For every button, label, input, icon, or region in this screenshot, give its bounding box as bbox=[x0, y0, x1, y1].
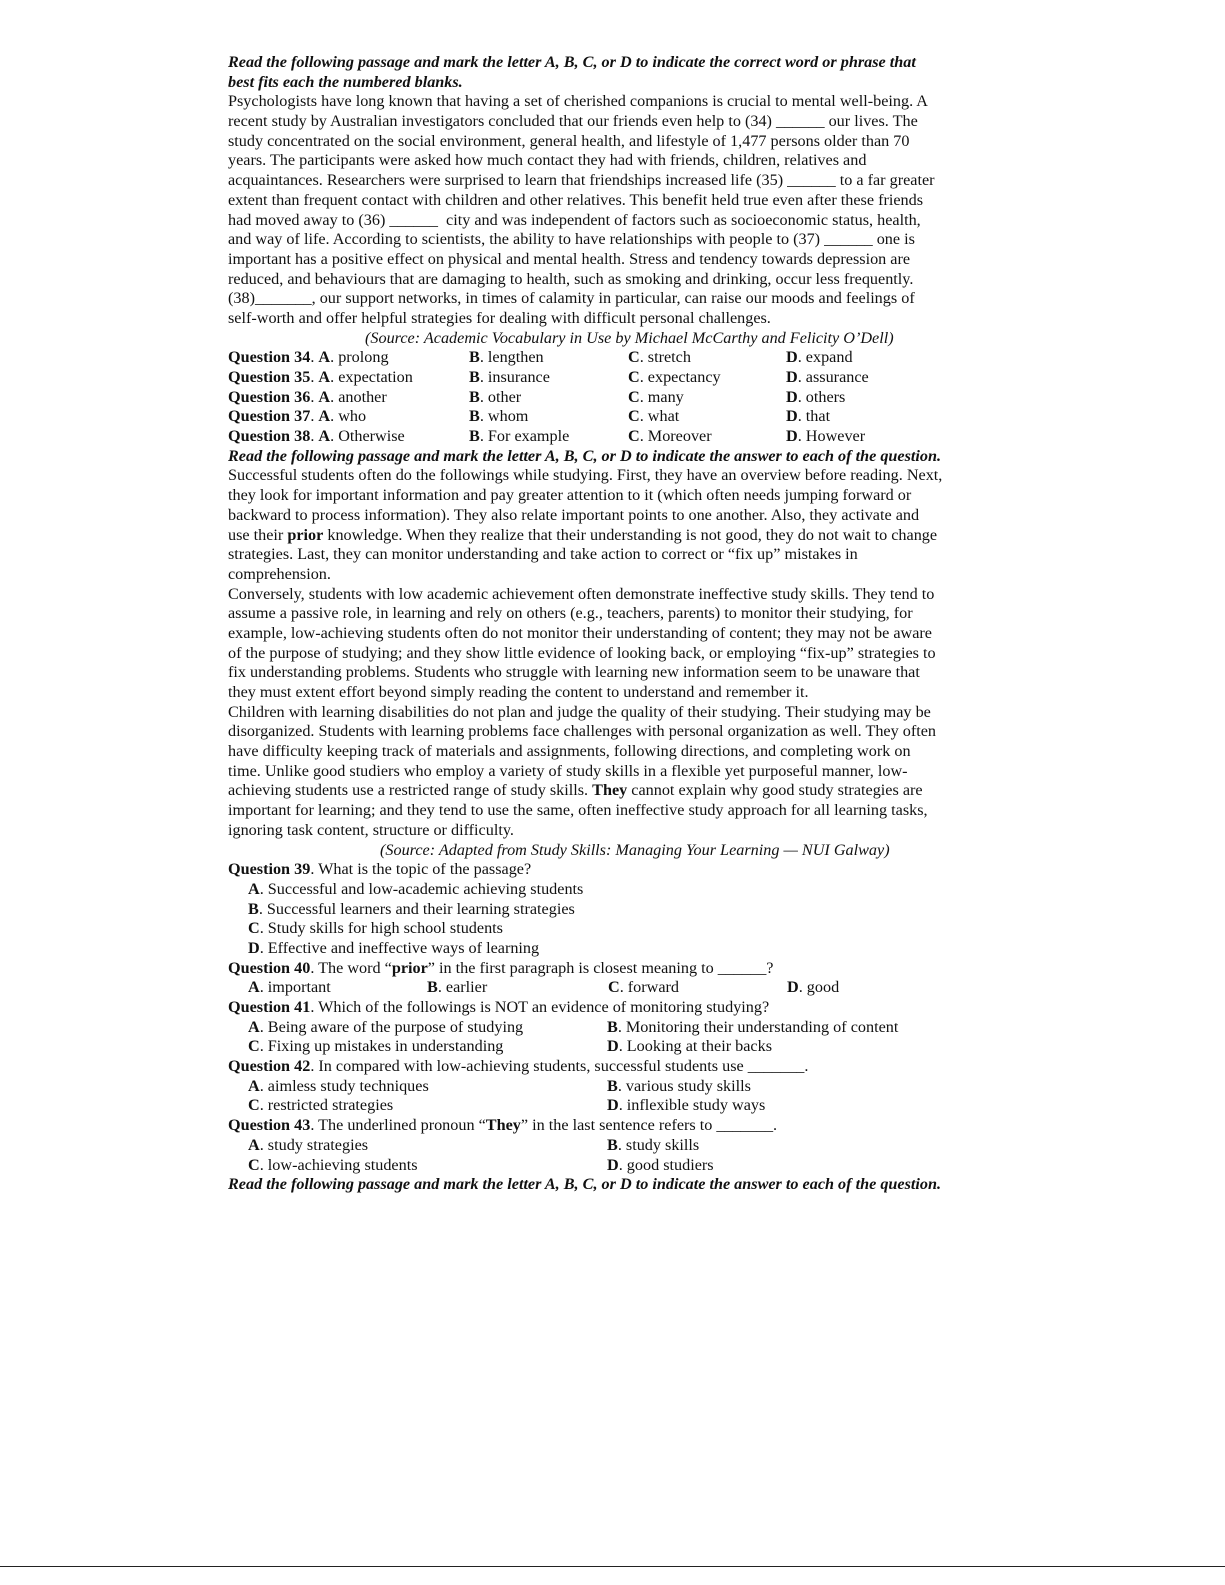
text-line bbox=[228, 683, 988, 703]
answer-option bbox=[228, 368, 413, 388]
text-segment: . Being aware of the purpose of studying bbox=[259, 1017, 524, 1036]
answer-option bbox=[248, 978, 331, 998]
text-segment: . Fixing up mistakes in understanding bbox=[259, 1037, 504, 1056]
text-segment: . who bbox=[330, 407, 367, 426]
text-line bbox=[228, 998, 988, 1018]
answer-option bbox=[607, 1018, 898, 1038]
text-segment: . In compared with low-achieving students, successful students use _______. bbox=[310, 1057, 809, 1076]
bold-text: C bbox=[628, 387, 640, 406]
text-segment: and way of life. According to scientists, the ability to have relationships with people to (37) ______ one is bbox=[228, 230, 915, 249]
text-segment: . restricted strategies bbox=[259, 1096, 394, 1115]
text-segment: strategies. Last, they can monitor understanding and take action to correct or “fix up” mistakes in bbox=[228, 545, 858, 564]
bold-text: C bbox=[628, 368, 640, 386]
text-segment: had moved away to (36) ______ city and was independent of factors such as socioeconomic status, health, bbox=[228, 210, 921, 229]
text-line bbox=[228, 781, 988, 801]
bold-text: best fits each the numbered blanks. bbox=[228, 72, 463, 91]
bold-text: A bbox=[248, 879, 260, 898]
text-segment: . What is the topic of the passage? bbox=[310, 860, 532, 879]
bold-text: Read the following passage and mark the letter A, B, C, or D to indicate the correct word or phrase that bbox=[228, 53, 916, 71]
text-segment: . various study skills bbox=[617, 1076, 751, 1095]
text-segment: . bbox=[310, 387, 319, 406]
text-segment: Successful students often do the followings while studying. First, they have an overview before reading. Next, bbox=[228, 466, 943, 485]
text-line bbox=[228, 959, 988, 979]
answer-option bbox=[607, 1096, 765, 1116]
text-segment: ignoring task content, structure or difficulty. bbox=[228, 820, 514, 839]
text-segment: . Looking at their backs bbox=[618, 1037, 772, 1056]
text-segment: . bbox=[310, 427, 319, 446]
bold-text: A bbox=[318, 368, 331, 386]
text-line bbox=[228, 270, 988, 290]
text-line bbox=[228, 703, 988, 723]
text-segment: . that bbox=[797, 407, 831, 426]
text-segment: fix understanding problems. Students who struggle with learning new information seem to be unaware that bbox=[228, 663, 920, 682]
text-segment: . Monitoring their understanding of content bbox=[617, 1017, 899, 1036]
text-segment: . assurance bbox=[797, 368, 869, 386]
bold-text: A bbox=[248, 1076, 260, 1095]
bold-text: A bbox=[318, 387, 331, 406]
bold-text: D bbox=[786, 387, 798, 406]
text-line bbox=[228, 151, 988, 171]
text-line bbox=[228, 191, 988, 211]
text-segment: . what bbox=[639, 407, 680, 426]
bold-text: D bbox=[607, 1096, 619, 1115]
source-line bbox=[228, 329, 988, 349]
text-line bbox=[228, 1057, 988, 1077]
text-line bbox=[228, 585, 988, 605]
text-segment: . stretch bbox=[639, 348, 691, 367]
text-segment: . bbox=[310, 348, 319, 367]
text-segment: cannot explain why good study strategies are bbox=[627, 781, 923, 800]
text-segment: backward to process information). They also relate important points to one another. Also, they activate and bbox=[228, 505, 920, 524]
text-segment: example, low-achieving students often do not monitor their understanding of content; they may not be aware bbox=[228, 623, 932, 642]
bold-text: D bbox=[248, 938, 260, 957]
answer-option bbox=[228, 427, 405, 447]
answer-option bbox=[228, 939, 988, 959]
text-segment: ” in the first paragraph is closest meaning to ______? bbox=[427, 958, 774, 977]
answer-option bbox=[628, 388, 684, 408]
bold-text: A bbox=[318, 427, 331, 446]
text-segment: . Study skills for high school students bbox=[259, 919, 503, 938]
text-line bbox=[228, 250, 988, 270]
text-segment: . lengthen bbox=[479, 348, 544, 367]
text-segment: they must extent effort beyond simply reading the content to understand and remember it. bbox=[228, 683, 809, 701]
answer-option bbox=[469, 427, 569, 447]
text-line bbox=[228, 565, 988, 585]
bold-text: D bbox=[786, 348, 798, 367]
text-line bbox=[228, 486, 988, 506]
text-segment: knowledge. When they realize that their understanding is not good, they do not wait to change bbox=[323, 525, 938, 544]
text-line bbox=[228, 309, 988, 329]
bold-text: Question 40 bbox=[228, 958, 311, 977]
answer-option bbox=[248, 1096, 393, 1116]
text-segment: assume a passive role, in learning and rely on others (e.g., teachers, parents) to monitor their studying, for bbox=[228, 604, 913, 623]
text-line bbox=[228, 801, 988, 821]
text-segment: . study strategies bbox=[259, 1135, 369, 1154]
text-segment: Children with learning disabilities do not plan and judge the quality of their studying. Their studying may be bbox=[228, 702, 931, 721]
text-segment: reduced, and behaviours that are damaging to health, such as smoking and drinking, occur less frequently. bbox=[228, 269, 914, 288]
bold-text: B bbox=[607, 1017, 618, 1036]
bold-text: A bbox=[248, 1017, 260, 1036]
text-segment: . aimless study techniques bbox=[259, 1076, 429, 1095]
text-segment: . forward bbox=[619, 978, 680, 997]
text-segment: . For example bbox=[479, 427, 570, 446]
text-segment: . Moreover bbox=[639, 427, 712, 446]
answer-options-row bbox=[228, 1136, 988, 1156]
answer-option bbox=[786, 407, 830, 427]
answer-option bbox=[628, 407, 679, 427]
text-segment: important has a positive effect on physical and mental health. Stress and tendency towards depression are bbox=[228, 249, 911, 268]
text-line bbox=[228, 211, 988, 231]
bold-text: Question 41 bbox=[228, 998, 311, 1016]
bold-text: B bbox=[607, 1135, 618, 1154]
text-segment: (38)_______, our support networks, in times of calamity in particular, can raise our moods and feelings of bbox=[228, 289, 915, 308]
page-bottom-rule bbox=[0, 1566, 1225, 1567]
bold-text: C bbox=[608, 978, 620, 997]
bold-text: Question 36 bbox=[228, 387, 311, 406]
bold-text: B bbox=[469, 387, 480, 406]
text-segment: of the purpose of studying; and they show little evidence of looking back, or employing “fix-up” strategies to bbox=[228, 643, 936, 662]
bold-text: A bbox=[248, 978, 260, 997]
text-segment: . good studiers bbox=[618, 1155, 714, 1174]
bold-text: They bbox=[485, 1116, 521, 1135]
text-segment: . insurance bbox=[479, 368, 550, 386]
answer-option bbox=[469, 348, 544, 368]
answer-option bbox=[786, 388, 845, 408]
answer-option bbox=[248, 1156, 418, 1176]
text-segment: . Which of the followings is NOT an evidence of monitoring studying? bbox=[310, 998, 770, 1016]
answer-option bbox=[427, 978, 487, 998]
text-segment: study concentrated on the social environment, general health, and lifestyle of 1,477 persons older than 70 bbox=[228, 131, 910, 150]
bold-text: C bbox=[248, 1037, 260, 1056]
answer-option bbox=[228, 388, 387, 408]
bold-text: B bbox=[248, 899, 259, 918]
text-segment: ” in the last sentence refers to _______. bbox=[520, 1116, 778, 1135]
text-segment: . The underlined pronoun “ bbox=[310, 1116, 486, 1135]
answer-option bbox=[628, 348, 691, 368]
text-line bbox=[228, 1175, 988, 1195]
bold-text: C bbox=[248, 919, 260, 938]
answer-option bbox=[786, 368, 869, 388]
answer-option bbox=[469, 407, 528, 427]
answer-options-row bbox=[228, 1037, 988, 1057]
text-line bbox=[228, 644, 988, 664]
bold-text: Read the following passage and mark the letter A, B, C, or D to indicate the answer to each of the question. bbox=[228, 1175, 942, 1194]
text-segment: . low-achieving students bbox=[259, 1155, 418, 1174]
text-segment: . good bbox=[798, 978, 840, 997]
bold-text: D bbox=[786, 407, 798, 426]
bold-text: Question 43 bbox=[228, 1116, 311, 1135]
text-line bbox=[228, 506, 988, 526]
answer-option bbox=[248, 1136, 368, 1156]
text-line bbox=[228, 1116, 988, 1136]
text-line bbox=[228, 663, 988, 683]
text-line bbox=[228, 466, 988, 486]
text-segment: . earlier bbox=[437, 978, 488, 997]
text-line bbox=[228, 860, 988, 880]
text-line bbox=[228, 73, 988, 93]
answer-option bbox=[228, 407, 366, 427]
answer-option bbox=[786, 427, 865, 447]
text-line bbox=[228, 132, 988, 152]
text-line bbox=[228, 762, 988, 782]
bold-text: A bbox=[318, 348, 331, 367]
bold-text: A bbox=[318, 407, 331, 426]
text-line bbox=[228, 230, 988, 250]
text-segment: recent study by Australian investigators concluded that our friends even help to (34) ______ our lives. The bbox=[228, 112, 918, 131]
source-citation: (Source: Adapted from Study Skills: Managing Your Learning — NUI Galway) bbox=[380, 840, 890, 859]
text-line bbox=[228, 526, 988, 546]
bold-text: B bbox=[469, 427, 480, 446]
bold-text: Question 37 bbox=[228, 407, 311, 426]
text-segment: . Successful and low-academic achieving students bbox=[259, 879, 584, 898]
text-segment: . others bbox=[797, 387, 846, 406]
bold-text: Question 35 bbox=[228, 368, 311, 386]
answer-option bbox=[469, 368, 550, 388]
answer-option bbox=[607, 1077, 751, 1097]
text-segment: . The word “ bbox=[310, 958, 392, 977]
text-line bbox=[228, 722, 988, 742]
bold-text: D bbox=[786, 427, 798, 446]
text-segment: . inflexible study ways bbox=[618, 1096, 766, 1115]
question-options-row bbox=[228, 368, 988, 388]
answer-option bbox=[608, 978, 679, 998]
text-segment: . expectation bbox=[330, 368, 413, 386]
exam-document bbox=[228, 53, 988, 1195]
bold-text: B bbox=[469, 368, 480, 386]
bold-text: Question 42 bbox=[228, 1057, 311, 1076]
source-citation: (Source: Academic Vocabulary in Use by Michael McCarthy and Felicity O’Dell) bbox=[365, 328, 894, 347]
text-segment: self-worth and offer helpful strategies for dealing with difficult personal challenges. bbox=[228, 308, 771, 327]
text-line bbox=[228, 53, 988, 73]
text-line bbox=[228, 545, 988, 565]
bold-text: B bbox=[607, 1076, 618, 1095]
text-segment: important for learning; and they tend to use the same, often ineffective study approach for all learning tasks, bbox=[228, 801, 928, 820]
answer-option bbox=[469, 388, 521, 408]
bold-text: D bbox=[786, 368, 798, 386]
text-segment: . many bbox=[639, 387, 684, 406]
bold-text: C bbox=[628, 407, 640, 426]
answer-option bbox=[228, 919, 988, 939]
text-segment: comprehension. bbox=[228, 564, 331, 583]
answer-option bbox=[628, 368, 721, 388]
bold-text: Question 39 bbox=[228, 860, 311, 879]
bold-text: prior bbox=[391, 958, 428, 977]
text-segment: . another bbox=[330, 387, 387, 406]
text-segment: they look for important information and pay greater attention to it (which often needs jumping forward or bbox=[228, 486, 912, 505]
answer-options-row bbox=[228, 1096, 988, 1116]
text-line bbox=[228, 112, 988, 132]
question-options-row bbox=[228, 407, 988, 427]
answer-option bbox=[248, 1018, 523, 1038]
text-line bbox=[228, 624, 988, 644]
text-segment: have difficulty keeping track of materials and assignments, following directions, and completing work on bbox=[228, 742, 911, 761]
text-segment: . bbox=[310, 407, 319, 426]
text-segment: . Effective and ineffective ways of learning bbox=[259, 938, 540, 957]
answer-options-row bbox=[228, 978, 988, 998]
bold-text: C bbox=[628, 427, 640, 446]
text-segment: acquaintances. Researchers were surprised to learn that friendships increased life (35) ______ to a far greater bbox=[228, 171, 935, 190]
bold-text: prior bbox=[287, 525, 324, 544]
bold-text: They bbox=[592, 781, 628, 800]
text-segment: extent than frequent contact with children and other relatives. This benefit held true even after these friends bbox=[228, 190, 924, 209]
text-line bbox=[228, 171, 988, 191]
source-line bbox=[228, 841, 988, 861]
text-line bbox=[228, 821, 988, 841]
text-segment: . expand bbox=[797, 348, 853, 367]
bold-text: B bbox=[469, 348, 480, 367]
bold-text: D bbox=[607, 1155, 619, 1174]
text-segment: disorganized. Students with learning problems face challenges with personal organization as well. They often bbox=[228, 722, 937, 741]
bold-text: D bbox=[787, 978, 799, 997]
answer-options-row bbox=[228, 1077, 988, 1097]
text-segment: . study skills bbox=[617, 1135, 700, 1154]
text-segment: . Successful learners and their learning strategies bbox=[258, 899, 575, 918]
answer-option bbox=[787, 978, 839, 998]
text-segment: . expectancy bbox=[639, 368, 721, 386]
text-line bbox=[228, 447, 988, 467]
text-segment: achieving students use a restricted range of study skills. bbox=[228, 781, 593, 800]
answer-option bbox=[228, 880, 988, 900]
answer-options-row bbox=[228, 1018, 988, 1038]
text-segment: . Otherwise bbox=[330, 427, 405, 446]
bold-text: C bbox=[248, 1096, 260, 1115]
text-segment: . other bbox=[479, 387, 522, 406]
bold-text: B bbox=[469, 407, 480, 426]
answer-option bbox=[248, 1077, 429, 1097]
answer-options-row bbox=[228, 1156, 988, 1176]
question-options-row bbox=[228, 427, 988, 447]
question-options-row bbox=[228, 348, 988, 368]
answer-option bbox=[607, 1156, 714, 1176]
answer-option bbox=[607, 1037, 772, 1057]
text-segment: . whom bbox=[479, 407, 529, 426]
text-line bbox=[228, 604, 988, 624]
bold-text: D bbox=[607, 1037, 619, 1056]
text-segment: . prolong bbox=[330, 348, 389, 367]
text-line bbox=[228, 289, 988, 309]
answer-option bbox=[607, 1136, 699, 1156]
bold-text: B bbox=[427, 978, 438, 997]
answer-option bbox=[786, 348, 853, 368]
answer-option bbox=[628, 427, 712, 447]
text-segment: Psychologists have long known that having a set of cherished companions is crucial to mental well-being. A bbox=[228, 92, 928, 111]
bold-text: C bbox=[628, 348, 640, 367]
text-line bbox=[228, 92, 988, 112]
text-segment: use their bbox=[228, 525, 288, 544]
bold-text: A bbox=[248, 1135, 260, 1154]
text-segment: time. Unlike good studiers who employ a variety of study skills in a flexible yet purposeful manner, low- bbox=[228, 761, 908, 780]
text-line bbox=[228, 742, 988, 762]
text-segment: years. The participants were asked how much contact they had with friends, children, relatives and bbox=[228, 151, 867, 170]
text-segment: . However bbox=[797, 427, 866, 446]
answer-option bbox=[228, 348, 389, 368]
answer-option bbox=[248, 1037, 503, 1057]
answer-option bbox=[228, 900, 988, 920]
text-segment: . important bbox=[259, 978, 331, 997]
bold-text: Read the following passage and mark the letter A, B, C, or D to indicate the answer to each of the question. bbox=[228, 446, 942, 465]
bold-text: Question 34 bbox=[228, 348, 311, 367]
question-options-row bbox=[228, 388, 988, 408]
text-segment: Conversely, students with low academic achievement often demonstrate ineffective study skills. They tend to bbox=[228, 584, 935, 603]
bold-text: C bbox=[248, 1155, 260, 1174]
text-segment: . bbox=[310, 368, 319, 386]
bold-text: Question 38 bbox=[228, 427, 311, 446]
